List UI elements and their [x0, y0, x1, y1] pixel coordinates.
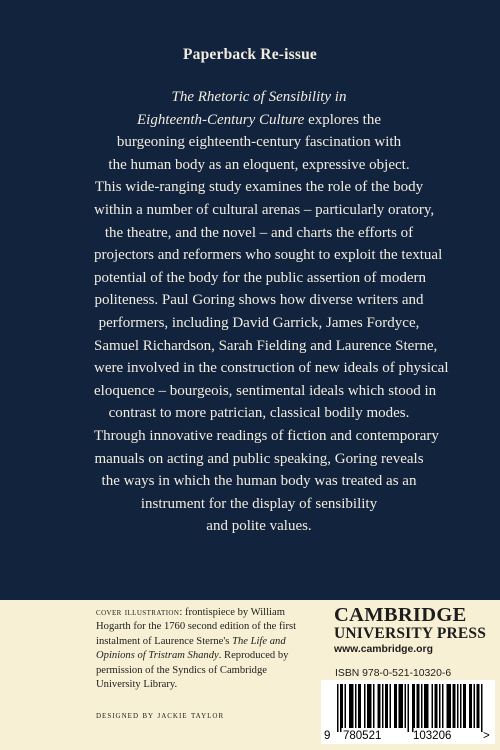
- book-title-part-1: The Rhetoric of Sensibility in: [171, 89, 347, 105]
- blurb-line: Samuel Richardson, Sarah Fielding and Laurence Sterne,: [94, 337, 438, 354]
- barcode-bar: [427, 684, 429, 728]
- barcode-bar: [396, 684, 398, 728]
- blurb-line: the ways in which the human body was treated as an: [101, 473, 417, 490]
- barcode-bar: [352, 684, 354, 728]
- blurb-line: projectors and reformers who sought to exploit the textual: [94, 247, 443, 264]
- barcode-bar: [373, 684, 375, 728]
- book-title-part-2: Eighteenth-Century Culture: [137, 111, 305, 128]
- blurb-line: the theatre, and the novel – and charts the efforts of: [104, 224, 414, 241]
- barcode-quiet-zone-marker: >: [483, 730, 490, 742]
- barcode-bar: [436, 684, 438, 728]
- barcode-bar: [349, 684, 351, 728]
- barcode-bars: [321, 680, 495, 732]
- publisher-subtitle: UNIVERSITY PRESS: [334, 625, 487, 642]
- barcode-bar: [405, 684, 407, 728]
- blurb-line: eloquence – bourgeois, sentimental ideals which stood in: [94, 382, 437, 399]
- barcode-bar: [457, 684, 459, 728]
- barcode-bar: [382, 684, 384, 728]
- credits-panel: [0, 600, 500, 750]
- barcode-bar: [460, 684, 462, 728]
- barcode-bar: [358, 684, 360, 728]
- barcode-bar: [342, 684, 344, 728]
- credited-book-title-part-2: Opinions of Tristram Shandy: [96, 650, 219, 662]
- blurb-paragraph: [94, 86, 449, 538]
- barcode-bar: [439, 684, 441, 728]
- cover-illustration-label: cover illustration: [96, 607, 180, 618]
- barcode-digit-group-1: 780521: [343, 730, 382, 742]
- cover-illustration-credit: [96, 606, 321, 692]
- barcode-bar: [418, 684, 420, 728]
- barcode-bar: [448, 684, 450, 728]
- blurb-line: the human body as an eloquent, expressive object.: [108, 156, 410, 173]
- barcode-bar: [481, 684, 483, 732]
- credit-line-4: [96, 649, 321, 663]
- barcode-bar: [385, 684, 387, 728]
- blurb-line-2-rest: explores the: [304, 111, 381, 128]
- blurb-line-1: [94, 86, 424, 109]
- barcode-bar: [345, 684, 347, 728]
- blurb-line: manuals on acting and public speaking, Goring reveals: [94, 450, 424, 467]
- barcode-bar: [442, 684, 444, 728]
- barcode-bar: [454, 684, 456, 728]
- barcode-bar: [474, 684, 476, 728]
- blurb-line: Through innovative readings of fiction and contemporary: [94, 427, 439, 444]
- barcode-bar: [421, 684, 423, 728]
- credit-line-1: [96, 606, 321, 620]
- barcode-bar: [426, 684, 428, 728]
- isbn-number: ISBN 978-0-521-10320-6: [335, 668, 452, 679]
- blurb-line: within a number of cultural arenas – particularly oratory,: [94, 201, 435, 218]
- barcode-bar: [453, 684, 455, 728]
- blurb-line: performers, including David Garrick, James Fordyce,: [98, 314, 420, 331]
- barcode-bar: [370, 684, 372, 728]
- barcode-bar: [477, 684, 479, 728]
- publisher-url: www.cambridge.org: [334, 644, 433, 655]
- publisher-name: CAMBRIDGE: [334, 604, 467, 626]
- credit-line-6: University Library.: [96, 679, 178, 691]
- barcode-bar: [351, 684, 353, 728]
- barcode-bar: [355, 684, 357, 728]
- barcode-bar: [364, 684, 366, 728]
- blurb-line: contrast to more patrician, classical bodily modes.: [108, 405, 410, 422]
- blurb-line: and polite values.: [206, 518, 312, 535]
- blurb-line: politeness. Paul Goring shows how diverse writers and: [94, 292, 424, 309]
- barcode-bar: [400, 684, 402, 728]
- blurb-line: burgeoning eighteenth-century fascination with: [116, 134, 402, 151]
- barcode-bar: [447, 684, 449, 728]
- blurb-line: This wide-ranging study examines the role of the body: [94, 179, 424, 196]
- credited-book-title-part-1: The Life and: [232, 635, 286, 647]
- blurb-line: potential of the body for the public assertion of modern: [94, 269, 426, 286]
- blurb-line-2: [94, 109, 424, 132]
- credit-line-3-text: instalment of Laurence Sterne's: [96, 635, 233, 647]
- designer-credit: designed by jackie taylor: [96, 711, 225, 721]
- barcode-bar: [435, 684, 437, 728]
- barcode-bar: [369, 684, 371, 728]
- barcode-bar: [337, 684, 339, 732]
- credit-line-3: [96, 635, 321, 649]
- isbn-barcode: [321, 680, 495, 744]
- barcode-bar: [399, 684, 401, 728]
- barcode-bar: [469, 684, 471, 728]
- barcode-bar: [379, 684, 381, 728]
- barcode-bar: [367, 684, 369, 728]
- barcode-digit-group-2: 103206: [413, 730, 452, 742]
- barcode-bar: [408, 684, 410, 732]
- barcode-bar: [387, 684, 389, 728]
- credit-line-2: Hogarth for the 1760 second edition of the first: [96, 621, 297, 633]
- credit-line-5: permission of the Syndics of Cambridge: [96, 664, 267, 676]
- credit-line-4-rest: . Reproduced by: [218, 650, 289, 662]
- barcode-bar: [478, 684, 480, 728]
- barcode-bar: [417, 684, 419, 728]
- barcode-bar: [378, 684, 380, 728]
- reissue-label: Paperback Re-issue: [182, 46, 318, 63]
- barcode-bar: [340, 684, 342, 732]
- barcode-bar: [412, 684, 414, 732]
- blurb-line: instrument for the display of sensibility: [140, 495, 378, 512]
- barcode-digit-prefix: 9: [324, 730, 331, 742]
- barcode-bar: [390, 684, 392, 728]
- barcode-bar: [432, 684, 434, 728]
- barcode-bar: [414, 684, 416, 728]
- blurb-line: were involved in the construction of new ideals of physical: [94, 360, 449, 377]
- publisher-logo: [334, 605, 494, 657]
- barcode-bar: [450, 684, 452, 728]
- barcode-bar: [463, 684, 465, 728]
- barcode-bar: [471, 684, 473, 728]
- barcode-bar: [394, 684, 396, 728]
- barcode-bar: [360, 684, 362, 728]
- credit-line-1-rest: : frontispiece by William: [179, 607, 285, 618]
- barcode-bar: [402, 684, 404, 728]
- barcode-bar: [424, 684, 426, 728]
- barcode-bar: [465, 684, 467, 728]
